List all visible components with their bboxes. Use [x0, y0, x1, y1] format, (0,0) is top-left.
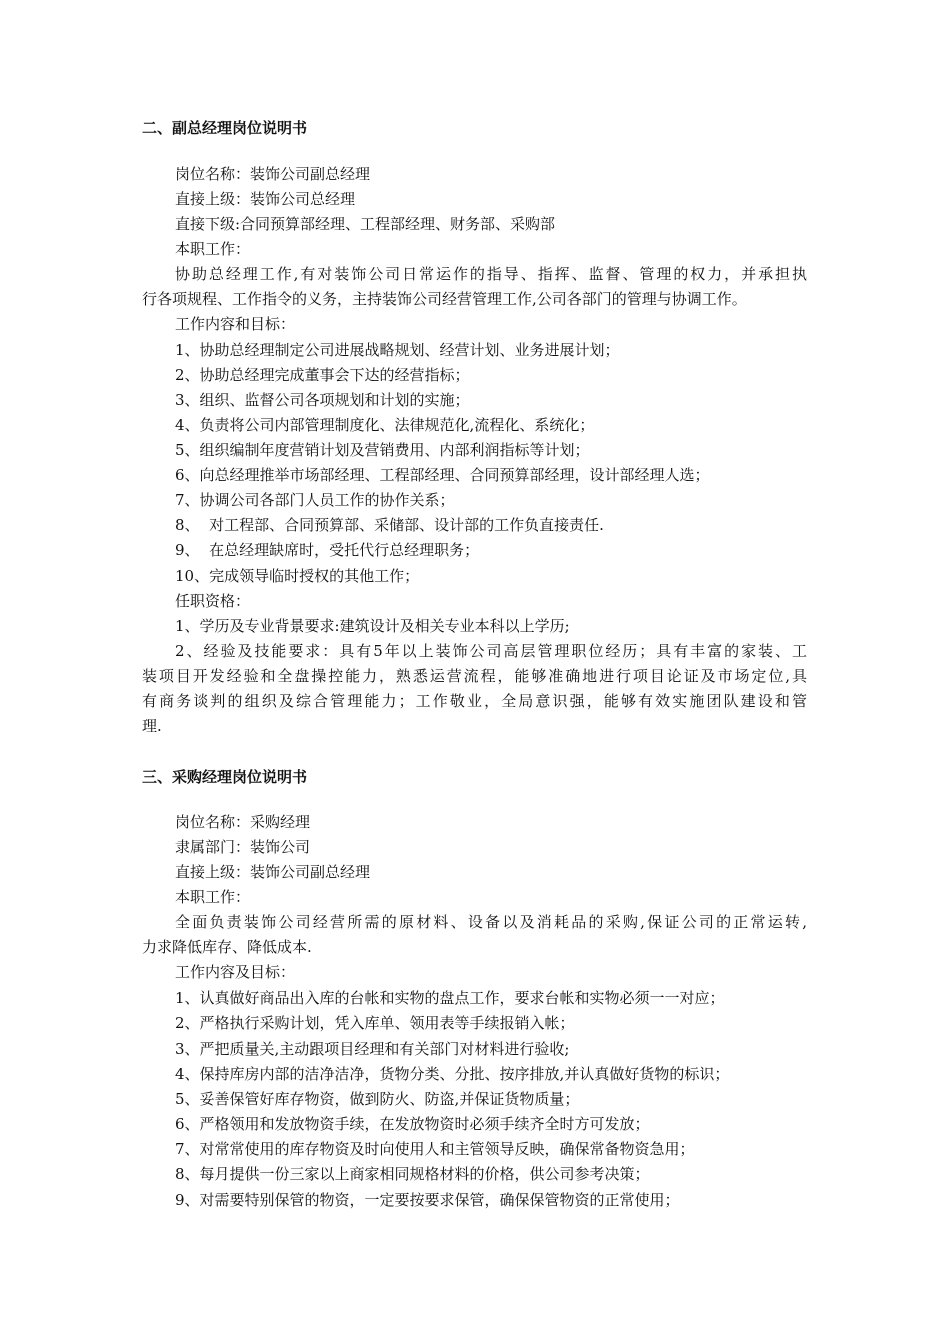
list-item: 4、负责将公司内部管理制度化、法律规范化,流程化、系统化；: [175, 416, 595, 434]
work-content-label: 工作内容和目标：: [175, 315, 296, 333]
list-item: 5、妥善保管好库存物资，做到防火、防盗,并保证货物质量；: [175, 1090, 580, 1108]
direct-superior: 直接上级：装饰公司副总经理: [175, 863, 371, 881]
list-item: 5、组织编制年度营销计划及营销费用、内部利润指标等计划；: [175, 441, 590, 459]
qualifications-label: 任职资格：: [175, 592, 251, 610]
section-3-title: 三、采购经理岗位说明书: [142, 768, 308, 786]
list-item: 7、协调公司各部门人员工作的协作关系；: [175, 491, 455, 509]
list-item: 8、 对工程部、合同预算部、采储部、设计部的工作负直接责任.: [175, 516, 604, 534]
list-item: 3、组织、监督公司各项规划和计划的实施；: [175, 391, 470, 409]
qualification-line: 有商务谈判的组织及综合管理能力；工作敬业，全局意识强，能够有效实施团队建设和管: [142, 692, 807, 710]
list-item: 6、严格领用和发放物资手续，在发放物资时必须手续齐全时方可发放；: [175, 1115, 650, 1133]
qualification-line: 理.: [142, 717, 162, 735]
list-item: 7、对常常使用的库存物资及时向使用人和主管领导反映，确保常备物资急用；: [175, 1140, 695, 1158]
position-name: 岗位名称：采购经理: [175, 813, 311, 831]
list-item: 1、协助总经理制定公司进展战略规划、经营计划、业务进展计划；: [175, 341, 620, 359]
qualification-item: 2、经验及技能要求：具有5年以上装饰公司高层管理职位经历；具有丰富的家装、工: [175, 642, 807, 660]
position-name: 岗位名称：装饰公司副总经理: [175, 165, 371, 183]
list-item: 9、 在总经理缺席时，受托代行总经理职务；: [175, 541, 480, 559]
duties-text-line: 行各项规程、工作指令的义务，主持装饰公司经营管理工作,公司各部门的管理与协调工作。: [142, 290, 747, 308]
department: 隶属部门：装饰公司: [175, 838, 311, 856]
list-item: 9、对需要特别保管的物资，一定要按要求保管，确保保管物资的正常使用；: [175, 1191, 680, 1209]
duties-text-line: 力求降低库存、降低成本.: [142, 938, 312, 956]
qualification-item: 1、学历及专业背景要求:建筑设计及相关专业本科以上学历;: [175, 617, 570, 635]
qualification-line: 装项目开发经验和全盘操控能力，熟悉运营流程，能够准确地进行项目论证及市场定位,具: [142, 667, 807, 685]
duties-text-line: 协助总经理工作,有对装饰公司日常运作的指导、指挥、监督、管理的权力，并承担执: [175, 265, 807, 283]
section-2-title: 二、副总经理岗位说明书: [142, 119, 308, 137]
direct-superior: 直接上级：装饰公司总经理: [175, 190, 356, 208]
list-item: 10、完成领导临时授权的其他工作；: [175, 567, 420, 585]
work-content-label: 工作内容及目标：: [175, 963, 296, 981]
list-item: 4、保持库房内部的洁净洁净，货物分类、分批、按序排放,并认真做好货物的标识；: [175, 1065, 730, 1083]
direct-subordinates: 直接下级:合同预算部经理、工程部经理、财务部、采购部: [175, 215, 556, 233]
duties-label: 本职工作：: [175, 888, 251, 906]
list-item: 1、认真做好商品出入库的台帐和实物的盘点工作，要求台帐和实物必须一一对应；: [175, 989, 725, 1007]
list-item: 2、严格执行采购计划，凭入库单、领用表等手续报销入帐；: [175, 1014, 575, 1032]
list-item: 3、严把质量关,主动跟项目经理和有关部门对材料进行验收;: [175, 1040, 570, 1058]
list-item: 6、向总经理推举市场部经理、工程部经理、合同预算部经理，设计部经理人选；: [175, 466, 710, 484]
list-item: 8、每月提供一份三家以上商家相同规格材料的价格，供公司参考决策；: [175, 1165, 650, 1183]
duties-label: 本职工作：: [175, 240, 251, 258]
list-item: 2、协助总经理完成董事会下达的经营指标；: [175, 366, 470, 384]
duties-text-line: 全面负责装饰公司经营所需的原材料、设备以及消耗品的采购,保证公司的正常运转,: [175, 913, 807, 931]
